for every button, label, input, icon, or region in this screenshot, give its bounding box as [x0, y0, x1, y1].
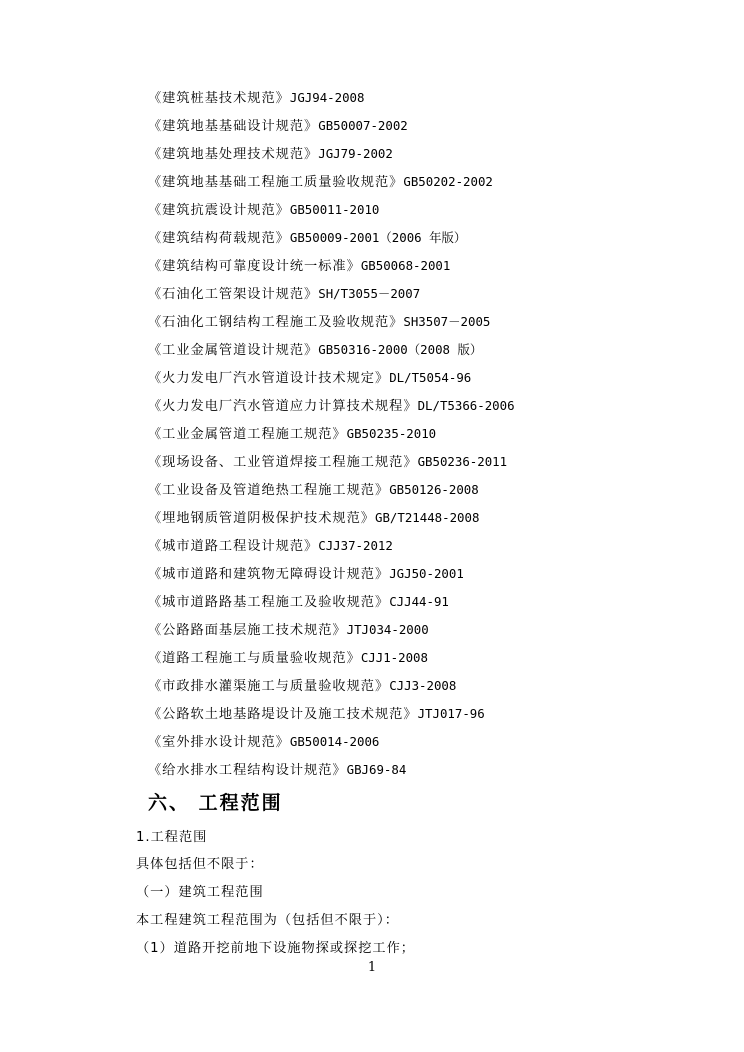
standard-item — [148, 308, 515, 336]
standard-code: GB/T21448-2008 — [375, 510, 480, 525]
standard-code: GBJ69-84 — [346, 762, 407, 777]
standard-name: 《建筑结构可靠度设计统一标准》 — [148, 259, 361, 274]
paragraph-building-scope-detail: 本工程建筑工程范围为（包括但不限于）： — [136, 913, 399, 928]
standard-item — [148, 672, 515, 700]
standard-name: 《工业金属管道工程施工规范》 — [148, 427, 347, 442]
standard-item — [148, 392, 515, 420]
standard-item — [148, 644, 515, 672]
standard-item — [148, 700, 515, 728]
standard-item — [148, 448, 515, 476]
standard-code: GB50011-2010 — [289, 202, 380, 217]
standard-name: 《建筑结构荷载规范》 — [148, 231, 290, 246]
standard-code: GB50236-2011 — [417, 454, 508, 469]
standard-item — [148, 532, 515, 560]
standard-name: 《石油化工管架设计规范》 — [148, 287, 319, 302]
standard-code: GB50202-2002 — [403, 174, 493, 189]
standard-item — [148, 560, 515, 588]
standard-code: JTJ017-96 — [417, 706, 485, 721]
standard-item — [148, 588, 515, 616]
standard-item — [148, 280, 515, 308]
standard-code: GB50235-2010 — [346, 426, 437, 441]
paragraph-item-1: （1）道路开挖前地下设施物探或探挖工作； — [136, 941, 415, 956]
standard-name: 《室外排水设计规范》 — [148, 735, 290, 750]
standard-name: 《给水排水工程结构设计规范》 — [148, 763, 347, 778]
standard-code: GB50126-2008 — [389, 482, 479, 497]
standard-code: GB50068-2001 — [360, 258, 451, 273]
standard-item — [148, 756, 515, 784]
section-heading: 六、 工程范围 — [148, 792, 283, 814]
standard-name: 《火力发电厂汽水管道设计技术规定》 — [148, 371, 390, 386]
standard-name: 《建筑地基处理技术规范》 — [148, 147, 319, 162]
standard-item — [148, 616, 515, 644]
standard-item — [148, 504, 515, 532]
standard-item — [148, 728, 515, 756]
standard-name: 《建筑桩基技术规范》 — [148, 91, 290, 106]
paragraph-includes: 具体包括但不限于： — [136, 857, 264, 872]
standard-item — [148, 168, 515, 196]
standard-name: 《城市道路路基工程施工及验收规范》 — [148, 595, 390, 610]
standard-code: SH3507－2005 — [403, 314, 491, 329]
standard-item — [148, 420, 515, 448]
standard-code: CJJ3-2008 — [389, 678, 457, 693]
standard-code: DL/T5366-2006 — [417, 398, 515, 413]
standard-name: 《石油化工钢结构工程施工及验收规范》 — [148, 315, 404, 330]
standard-name: 《城市道路工程设计规范》 — [148, 539, 319, 554]
standard-code: GB50007-2002 — [318, 118, 408, 133]
paragraph-scope-number: 1.工程范围 — [136, 830, 208, 845]
standard-name: 《公路软土地基路堤设计及施工技术规范》 — [148, 707, 418, 722]
standard-item — [148, 140, 515, 168]
standard-name: 《城市道路和建筑物无障碍设计规范》 — [148, 567, 390, 582]
standard-item — [148, 224, 515, 252]
standard-name: 《市政排水灌渠施工与质量验收规范》 — [148, 679, 390, 694]
standard-item — [148, 112, 515, 140]
standard-code: GB50009-2001（2006 年版） — [289, 230, 467, 245]
standard-item — [148, 196, 515, 224]
standard-item — [148, 476, 515, 504]
standard-code: CJJ44-91 — [389, 594, 449, 609]
standard-item — [148, 336, 515, 364]
standards-list — [148, 84, 515, 784]
page-number: 1 — [367, 960, 377, 975]
standard-item — [148, 84, 515, 112]
standard-code: DL/T5054-96 — [389, 370, 472, 385]
standard-name: 《工业金属管道设计规范》 — [148, 343, 319, 358]
standard-code: JGJ94-2008 — [289, 90, 365, 105]
standard-name: 《现场设备、工业管道焊接工程施工规范》 — [148, 455, 418, 470]
standard-name: 《建筑地基基础工程施工质量验收规范》 — [148, 175, 404, 190]
standard-item — [148, 252, 515, 280]
standard-name: 《建筑抗震设计规范》 — [148, 203, 290, 218]
standard-code: JGJ79-2002 — [318, 146, 393, 161]
standard-name: 《建筑地基基础设计规范》 — [148, 119, 319, 134]
standard-code: JTJ034-2000 — [346, 622, 429, 637]
standard-name: 《火力发电厂汽水管道应力计算技术规程》 — [148, 399, 418, 414]
standard-item — [148, 364, 515, 392]
paragraph-building-scope: （一）建筑工程范围 — [136, 885, 264, 900]
standard-name: 《公路路面基层施工技术规范》 — [148, 623, 347, 638]
standard-name: 《埋地钢质管道阴极保护技术规范》 — [148, 511, 375, 526]
standard-name: 《道路工程施工与质量验收规范》 — [148, 651, 361, 666]
standard-code: GB50014-2006 — [289, 734, 380, 749]
standard-name: 《工业设备及管道绝热工程施工规范》 — [148, 483, 390, 498]
standard-code: JGJ50-2001 — [389, 566, 464, 581]
standard-code: SH/T3055－2007 — [318, 286, 421, 301]
standard-code: GB50316-2000（2008 版） — [318, 342, 483, 357]
standard-code: CJJ1-2008 — [360, 650, 428, 665]
standard-code: CJJ37-2012 — [318, 538, 393, 553]
